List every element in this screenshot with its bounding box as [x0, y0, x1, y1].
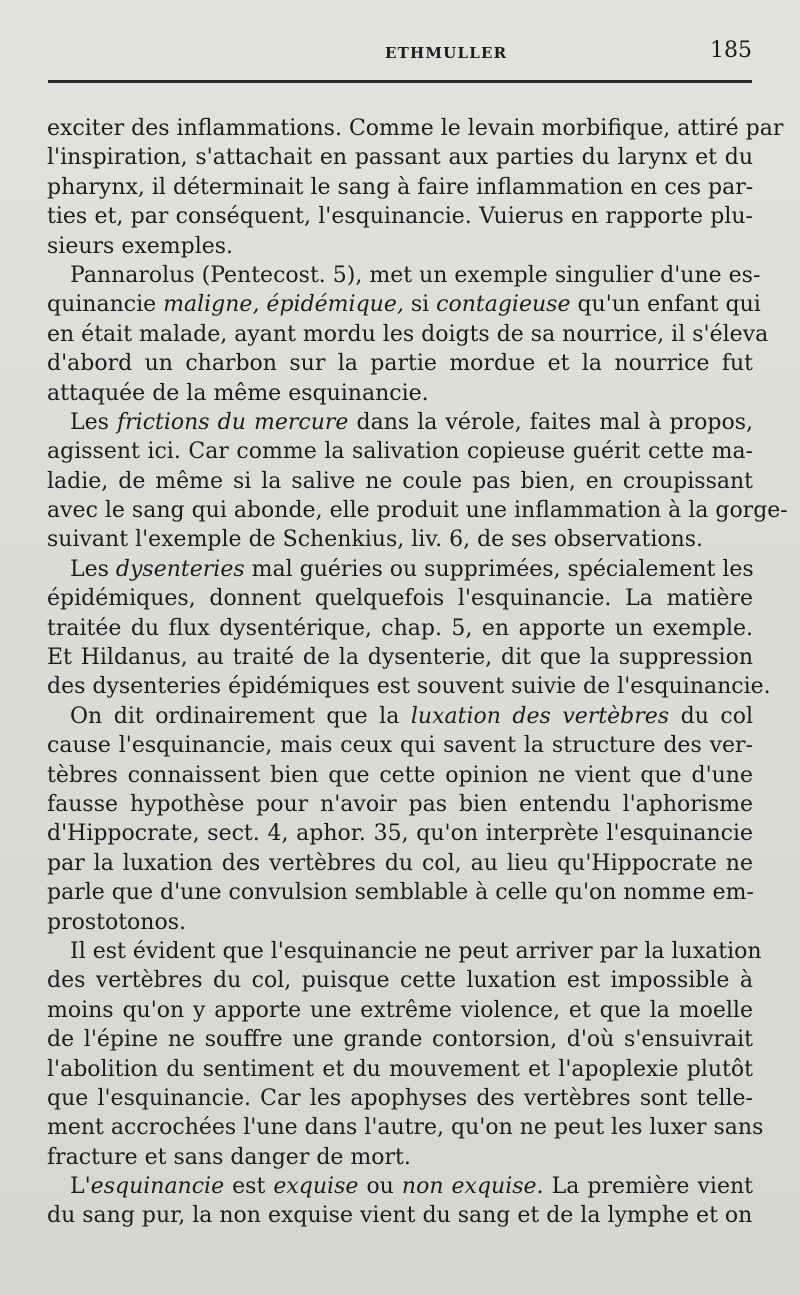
text-line: de l'épine ne souffre une grande contorsion, d'où s'ensuivrait: [47, 1027, 753, 1053]
text-line: d'abord un charbon sur la partie mordue et la nourrice fut: [47, 351, 753, 377]
text-line: Les frictions du mercure dans la vérole, faites mal à propos,: [70, 409, 753, 435]
text-line: prostotonos.: [47, 909, 187, 935]
text-line: l'inspiration, s'attachait en passant aux parties du larynx et du: [47, 145, 753, 171]
text-line: quinancie maligne, épidémique, si contagieuse qu'un enfant qui: [47, 292, 761, 318]
paragraph: [47, 261, 769, 408]
italic-text: luxation des vertèbres: [410, 703, 670, 729]
text-line: pharynx, il déterminait le sang à faire inflammation en ces par-: [47, 174, 754, 200]
page-header: [48, 36, 752, 76]
italic-text: frictions du mercure: [117, 409, 349, 435]
text-line: moins qu'on y apporte une extrême violence, et que la moelle: [47, 997, 753, 1023]
text-line: Et Hildanus, au traité de la dysenterie, dit que la suppression: [47, 645, 753, 671]
text-line: en était malade, ayant mordu les doigts de sa nourrice, il s'éleva: [47, 321, 769, 347]
paragraph: [47, 1172, 753, 1231]
text-line: Il est évident que l'esquinancie ne peut arriver par la luxation: [70, 938, 762, 964]
paragraph: [47, 408, 788, 555]
text-line: des dysenteries épidémiques est souvent suivie de l'esquinancie.: [47, 674, 771, 700]
text-line: Les dysenteries mal guéries ou supprimées, spécialement les: [70, 556, 754, 582]
text-line: du sang pur, la non exquise vient du sang et de la lymphe et on: [47, 1203, 753, 1229]
paragraph: [47, 555, 771, 702]
text-line: l'abolition du sentiment et du mouvement et l'apoplexie plutôt: [47, 1056, 753, 1082]
italic-text: esquinancie: [90, 1174, 225, 1200]
text-line: agissent ici. Car comme la salivation copieuse guérit cette ma-: [47, 439, 753, 465]
header-rule: [48, 80, 752, 83]
text-line: que l'esquinancie. Car les apophyses des vertèbres sont telle-: [47, 1085, 753, 1111]
text-line: suivant l'exemple de Schenkius, liv. 6, de ses observations.: [47, 527, 704, 553]
text-line: exciter des inflammations. Comme le levain morbifique, attiré par: [47, 116, 784, 141]
text-line: ment accrochées l'une dans l'autre, qu'on ne peut les luxer sans: [47, 1115, 764, 1141]
italic-text: dysenteries: [115, 556, 245, 582]
paragraph: [47, 114, 784, 261]
body-text: [47, 114, 788, 1231]
italic-text: exquise: [273, 1174, 359, 1200]
text-line: cause l'esquinancie, mais ceux qui savent la structure des ver-: [47, 733, 753, 759]
italic-text: maligne, épidémique,: [163, 292, 404, 318]
text-line: ladie, de même si la salive ne coule pas bien, en croupissant: [47, 468, 753, 494]
running-title: ETHMULLER: [385, 44, 508, 62]
text-line: Pannarolus (Pentecost. 5), met un exemple singulier d'une es-: [70, 262, 761, 288]
text-line: sieurs exemples.: [47, 233, 234, 259]
text-line: attaquée de la même esquinancie.: [47, 380, 429, 406]
page-number: 185: [710, 38, 752, 63]
paragraph: [47, 937, 764, 1172]
text-line: traitée du flux dysentérique, chap. 5, en apporte un exemple.: [47, 615, 753, 641]
text-line: L'esquinancie est exquise ou non exquise. La première vient: [70, 1174, 753, 1200]
text-line: d'Hippocrate, sect. 4, aphor. 35, qu'on interprète l'esquinancie: [47, 821, 753, 847]
text-line: par la luxation des vertèbres du col, au lieu qu'Hippocrate ne: [47, 850, 753, 876]
paragraph: [47, 702, 753, 937]
text-line: épidémiques, donnent quelquefois l'esquinancie. La matière: [47, 586, 753, 612]
text-line: parle que d'une convulsion semblable à celle qu'on nomme em-: [47, 880, 754, 906]
text-line: ties et, par conséquent, l'esquinancie. Vuierus en rapporte plu-: [47, 204, 753, 230]
italic-text: non exquise.: [401, 1174, 544, 1200]
text-line: tèbres connaissent bien que cette opinion ne vient que d'une: [47, 762, 753, 788]
text-line: On dit ordinairement que la luxation des vertèbres du col: [70, 703, 754, 729]
italic-text: contagieuse: [436, 292, 571, 318]
text-line: fausse hypothèse pour n'avoir pas bien entendu l'aphorisme: [47, 791, 753, 817]
text-line: avec le sang qui abonde, elle produit une inflammation à la gorge-: [47, 498, 788, 524]
text-line: fracture et sans danger de mort.: [47, 1144, 411, 1170]
text-line: des vertèbres du col, puisque cette luxation est impossible à: [47, 968, 753, 994]
